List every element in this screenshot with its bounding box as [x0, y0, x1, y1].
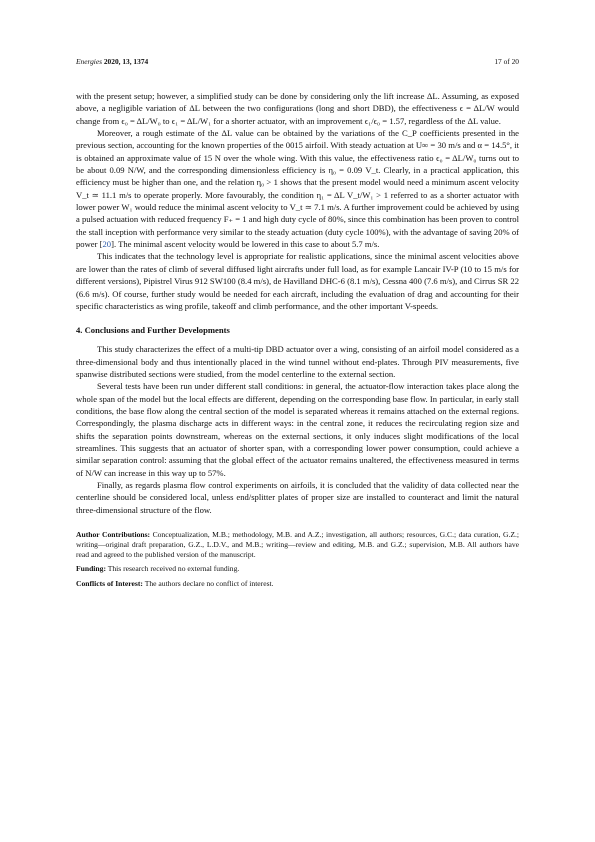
author-contributions [76, 530, 519, 559]
paragraph-conclusion-2: Several tests have been run under different stall conditions: in general, the actuator-flow interaction takes place along the whole span of the model but the local effects are different, depending on the corresponding base flow. In particular, in early stall conditions, the base flow along the central section of the model is separated whereas it remains attached on the external regions. Correspondingly, the plasma discharge acts in different ways: in the central zone, it reduces the recirculating region size and shifts the separation points downstream, whereas on the external sections, it only induces slight modifications of the local streamlines. This suggests that an actuator of shorter span, with a corresponding lower power consumption, could achieve a similar separation control: assuming that the global effect of the actuator remains unaltered, the effectiveness measured in terms of N/W can increase in this way up to 57%. [76, 381, 519, 478]
conflicts-of-interest [76, 579, 519, 589]
article-body [76, 90, 519, 594]
paragraph-continuation: with the present setup; however, a simplified study can be done by considering only the lift increase ΔL. Assuming, as exposed above, a negligible variation of ΔL between the two configurations (long and short DBD), the effectiveness ϵ = ΔL/W would change from ϵ₀ = ΔL/W₀ to ϵ₁ = ΔL/W₁ for a shorter actuator, with an improvement ϵ₁/ϵ₀ = 1.57, regardless of the ΔL value. [76, 91, 519, 126]
page-number: 17 of 20 [494, 57, 519, 66]
conflicts-label: Conflicts of Interest: [76, 579, 143, 589]
journal-name: Energies [76, 57, 102, 66]
paragraph-estimate-text: Moreover, a rough estimate of the ΔL value can be obtained by the variations of the C_P coefficients presented in the previous section, accounting for the known properties of the 0015 airfoil. With steady actuation at U∞ = 30 m/s and α = 14.5°, it is obtained an approximate value of 15 N over the whole wing. With this value, the effectiveness ratio ϵ₀ = ΔL/W₀ turns out to be about 0.09 N/W, and the corresponding dimensionless efficiency is η₀ = 0.09 V_t. Clearly, in a practical application, this efficiency must be higher than one, and the relation η₀ > 1 shows that the present model would need a minimum ascent velocity V_t ≃ 11.1 m/s to operate properly. More favourably, the condition η₁ = ΔL V_t/W₁ > 1 referred to as a shorter actuator with lower power W₁ would reduce the minimal ascent velocity to V_t ≃ 7.1 m/s. A further improvement could be achieved by using a pulsed actuation with reduced frequency F₊ = 1 and high duty cycle of 80%, since this combination has been proven to control the stall inception with performance very similar to the steady actuation (duty cycle 100%), with the advantage of saving 20% of power [ [76, 128, 519, 250]
paragraph-conclusion-3: Finally, as regards plasma flow control experiments on airfoils, it is concluded that the validity of data collected near the centerline should be considered local, unless end/splitter plates of proper size are installed to counteract and limit the natural three-dimensional structure of the flow. [76, 479, 519, 515]
paragraph-estimate-end: ]. The minimal ascent velocity would be lowered in this case to about 5.7 m/s. [111, 239, 380, 250]
back-matter [76, 530, 519, 589]
funding-text: This research received no external funding. [107, 564, 240, 574]
section-heading: 4. Conclusions and Further Developments [76, 325, 230, 336]
author-contributions-text: Conceptualization, M.B.; methodology, M.B. and A.Z.; investigation, all authors; resources, G.C.; data curation, G.Z.; writing—original draft preparation, G.Z., L.D.V., and M.B.; writing—review and editing, M.B. and G.Z.; supervision, M.B. All authors have read and agreed to the published version of the manuscript. [76, 530, 519, 559]
paragraph-estimate [76, 127, 519, 250]
page-header [76, 57, 519, 66]
journal-year-volume: 2020, 13, 1374 [103, 57, 149, 66]
funding-label: Funding: [76, 564, 106, 574]
funding [76, 564, 519, 574]
citation-link[interactable]: 20 [102, 239, 112, 250]
paragraph-applications: This indicates that the technology level is appropriate for realistic applications, since the minimal ascent velocities above are lower than the rates of climb of several diffused light aircrafts under full load, as for example Lancair IV-P (10 to 15 m/s for different versions), Pipistrel Virus 912 SW100 (8.4 m/s), de Havilland DHC-6 (8.1 m/s), Cessna 400 (7.6 m/s), and Cirrus SR 22 (6.6 m/s). Of course, further study would be needed for each aircraft, including the evaluation of drag and accounting for their specific characteristics as wing profile, takeoff and climb performance, and the other important V-speeds. [76, 251, 519, 311]
author-contributions-label: Author Contributions: [76, 530, 151, 539]
conflicts-text: The authors declare no conflict of interest. [144, 579, 274, 589]
paragraph-conclusion-1: This study characterizes the effect of a multi-tip DBD actuator over a wing, consisting of an airfoil model considered as a three-dimensional body and thus intentionally placed in the wind tunnel without end-plates. Through PIV measurements, five spanwise distributed sections were studied, from the model centerline to the external section. [76, 344, 519, 379]
